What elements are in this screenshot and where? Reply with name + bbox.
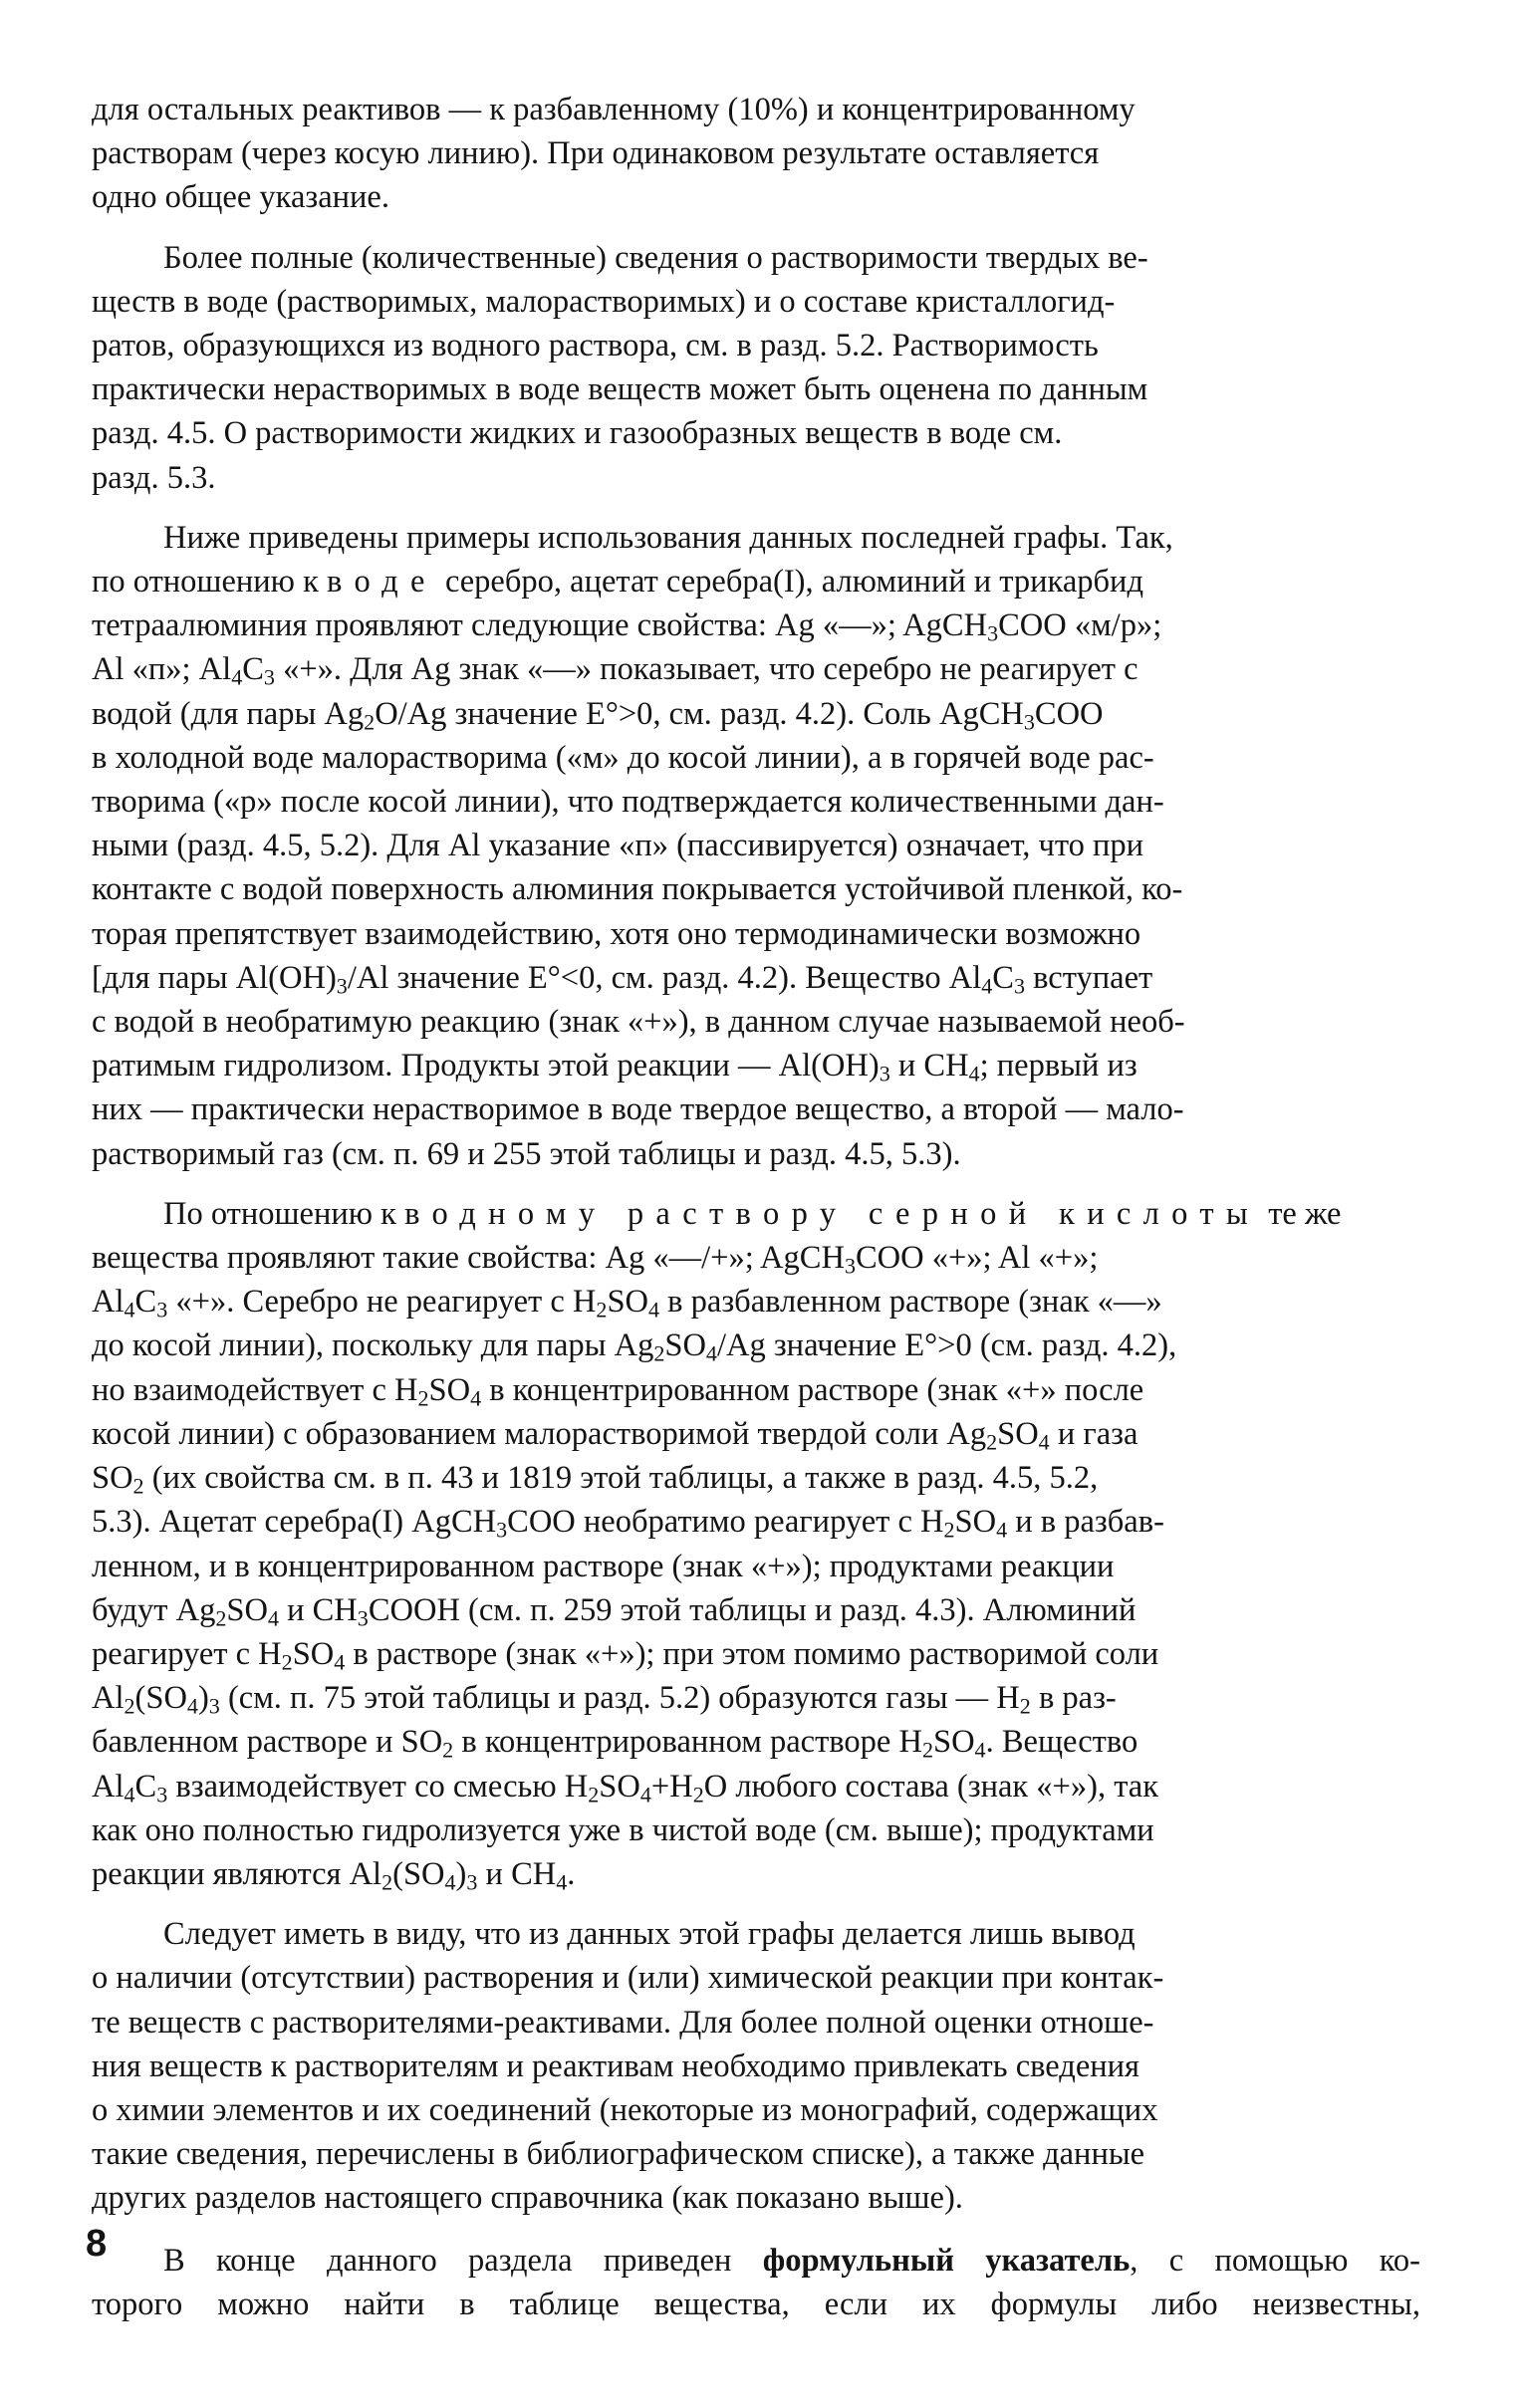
paragraph-4: По отношению к водному раствору серной кислоты те же вещества проявляют такие свойства: Ag «—/+»; AgCH$_3$COO «+»; Al «+»; $Al_4C_3$ «+». Серебро не реагирует с $H_2SO_4$ в разбавленном растворе (знак «—» до косой линии), поскольку для пары $Ag_2SO_4/Ag$ значение E°>0 (см. разд. 4.2), но взаимодействует с $H_2SO_4$ в концентрированном растворе (знак «+» после косой линии) с образованием малорастворимой твердой соли $Ag_2SO_4$ и газа $SO_2$ (их свойства см. в п. 43 и 1819 этой таблицы, а также в разд. 4.5, 5.2, 5.3). Ацетат серебра(I) AgCH$_3$COO необратимо реагирует с $H_2SO_4$ и в разбав- ленном, и в концентрированном растворе (знак «+»); продуктами реакции будут $Ag_2SO_4$ и $CH_3COOH$ (см. п. 259 этой таблицы и разд. 4.3). Алюминий реагирует с $H_2SO_4$ в растворе (знак «+»); при этом помимо растворимой соли $Al_2(SO_4)_3$ (см. п. 75 этой таблицы и разд. 5.2) образуются газы — $H_2$ в раз- бавленном растворе и $SO_2$ в концентрированном растворе $H_2SO_4$. Вещество $Al_4C_3$ взаимодействует со смесью $H_2SO_4+H_2O$ любого состава (знак «+»), так как оно полностью гидролизуется уже в чистой воде (см. выше); продуктами реакции являются $Al_2(SO_4)_3$ и $CH_4$.	[92, 1195, 1342, 1895]
paragraph-5: Следует иметь в виду, что из данных этой графы делается лишь вывод о наличии (отсутствии) растворения и (или) химической реакции при контак- те веществ с растворителями-реактивами. Для более полной оценки отноше- ния веществ к растворителям и реактивам необходимо привлекать сведения о химии элементов и их соединений (некоторые из монографий, содержащих такие сведения, перечислены в библиографическом списке), а также данные других разделов настоящего справочника (как показано выше).	[92, 1916, 1164, 2217]
paragraph-3: Ниже приведены примеры использования данных последней графы. Так, по отношению к воде серебро, ацетат серебра(I), алюминий и трикарбид тетраалюминия проявляют следующие свойства: Ag «—»; AgCH$_3$COO «м/р»; Al «п»; $Al_4C_3$ «+». Для Ag знак «—» показывает, что серебро не реагирует с водой (для пары $Ag_2O/Ag$ значение E°>0, см. разд. 4.2). Соль AgCH$_3$COO в холодной воде малорастворима («м» до косой линии), а в горячей воде рас- творима («р» после косой линии), что подтверждается количественными дан- ными (разд. 4.5, 5.2). Для Al указание «п» (пассивируется) означает, что при контакте с водой поверхность алюминия покрывается устойчивой пленкой, ко- торая препятствует взаимодействию, хотя оно термодинамически возможно [для пары $Al(OH)_3/Al$ значение E°<0, см. разд. 4.2). Вещество $Al_4C_3$ вступает с водой в необратимую реакцию (знак «+»), в данном случае называемой необ- ратимым гидролизом. Продукты этой реакции — $Al(OH)_3$ и $CH_4$; первый из них — практически нерастворимое в воде твердое вещество, а второй — мало- растворимый газ (см. п. 69 и 255 этой таблицы и разд. 4.5, 5.3).	[92, 519, 1185, 1172]
paragraph-2: Более полные (количественные) сведения о растворимости твердых ве- ществ в воде (растворимых, малорастворимых) и о составе кристаллогид- ратов, образующихся из водного раствора, см. в разд. 5.2. Растворимость практически нерастворимых в воде веществ может быть оценена по данным разд. 4.5. О растворимости жидких и газообразных веществ в воде см. разд. 5.3.	[92, 239, 1148, 496]
paragraph-1: для остальных реактивов — к разбавленному (10%) и концентрированному растворам (через косую линию). При одинаковом результате оставляется одно общее указание.	[92, 92, 1136, 216]
paragraph-6: В конце данного раздела приведен формульный указатель, с помощью ко- торого можно найти в таблице вещества, если их формулы либо неизвестны,	[92, 2242, 1421, 2322]
page-number: 8	[86, 2223, 108, 2265]
page-body	[92, 88, 1420, 2342]
